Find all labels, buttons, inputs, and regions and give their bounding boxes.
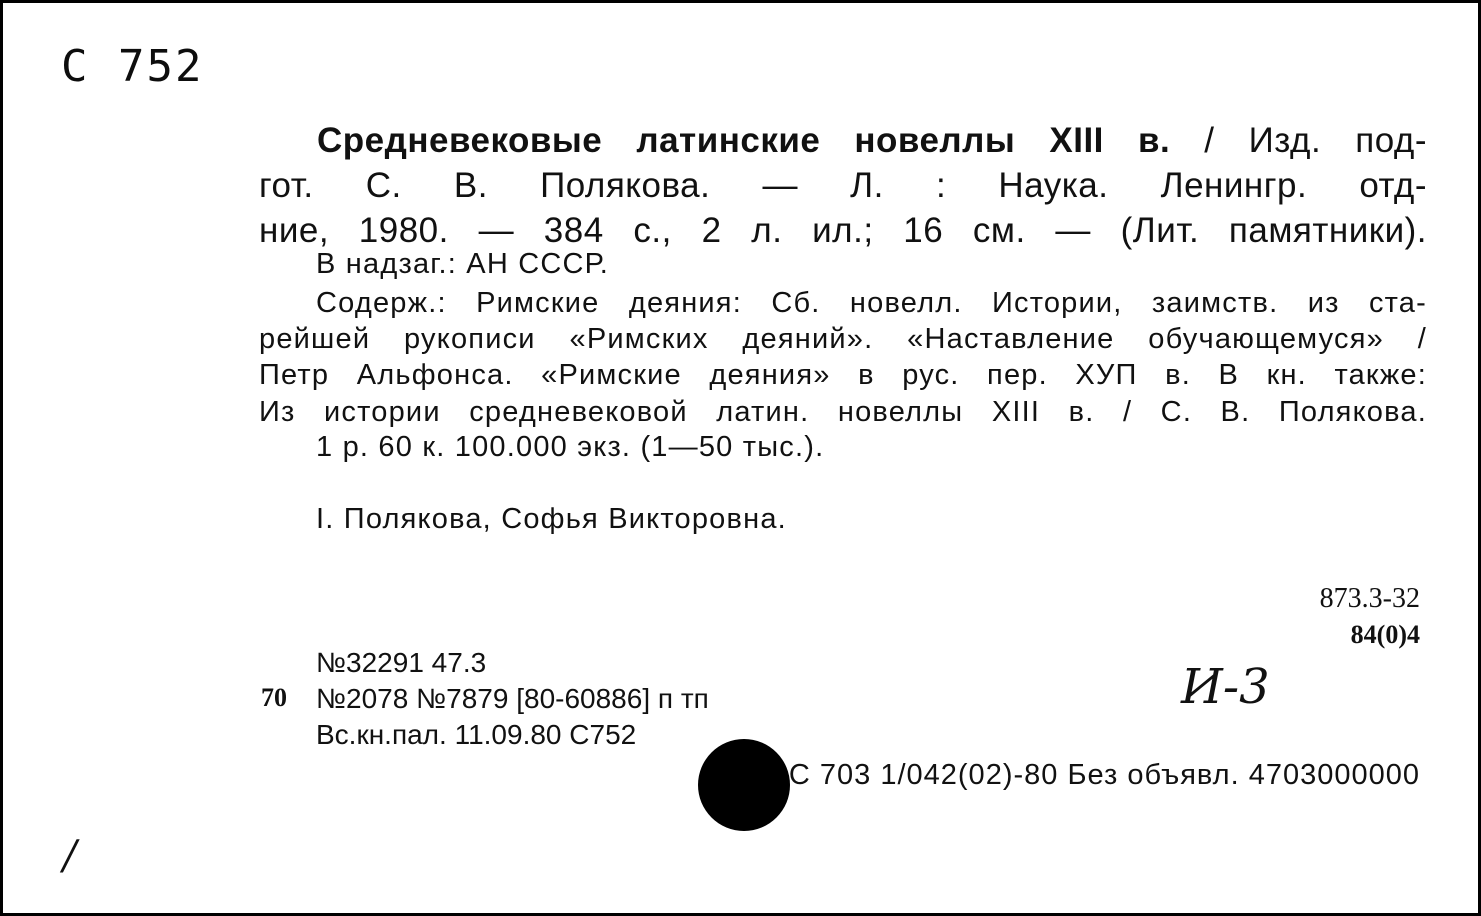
bottom-code-line: С 703 1/042(02)-80 Без объявл. 4703000000 <box>788 759 1420 791</box>
title-line-1 <box>259 118 1427 163</box>
contents-line-1: Содерж.: Римские деяния: Сб. новелл. Истории, заимств. из ста- <box>316 287 1427 319</box>
book-title: Средневековые латинские новеллы XIII в. <box>317 121 1171 160</box>
header-note: В надзаг.: АН СССР. <box>316 248 609 280</box>
contents-line-2: рейшей рукописи «Римских деяний». «Наставление обучающемуся» / <box>259 323 1427 355</box>
accession-line-2: №2078 №7879 [80-60886] п тп <box>316 683 709 714</box>
title-line-2: гот. С. В. Полякова. — Л. : Наука. Ленингр. отд- <box>259 166 1427 205</box>
classification-code-1: 873.3-32 <box>1319 583 1420 614</box>
call-number: С 752 <box>61 41 204 92</box>
classification-code-2: 84(0)4 <box>1350 620 1420 649</box>
punch-hole-blot <box>698 739 790 831</box>
number-70: 70 <box>261 683 287 712</box>
accession-line-3: Вс.кн.пал. 11.09.80 С752 <box>316 719 637 750</box>
added-entry: I. Полякова, Софья Викторовна. <box>316 503 787 535</box>
contents-line-4: Из истории средневековой латин. новеллы XIII в. / С. В. Полякова. <box>259 396 1427 428</box>
price-edition-line: 1 р. 60 к. 100.000 экз. (1—50 тыс.). <box>316 431 825 463</box>
handwritten-mark: И-3 <box>1181 659 1270 715</box>
title-line-1-rest: / Изд. под- <box>1170 121 1427 160</box>
handwritten-stroke: / <box>63 833 77 879</box>
title-line-3: ние, 1980. — 384 с., 2 л. ил.; 16 см. — (Лит. памятники). <box>259 211 1427 250</box>
accession-line-1: №32291 47.3 <box>316 647 487 678</box>
contents-line-3: Петр Альфонса. «Римские деяния» в рус. пер. ХУП в. В кн. также: <box>259 359 1427 391</box>
